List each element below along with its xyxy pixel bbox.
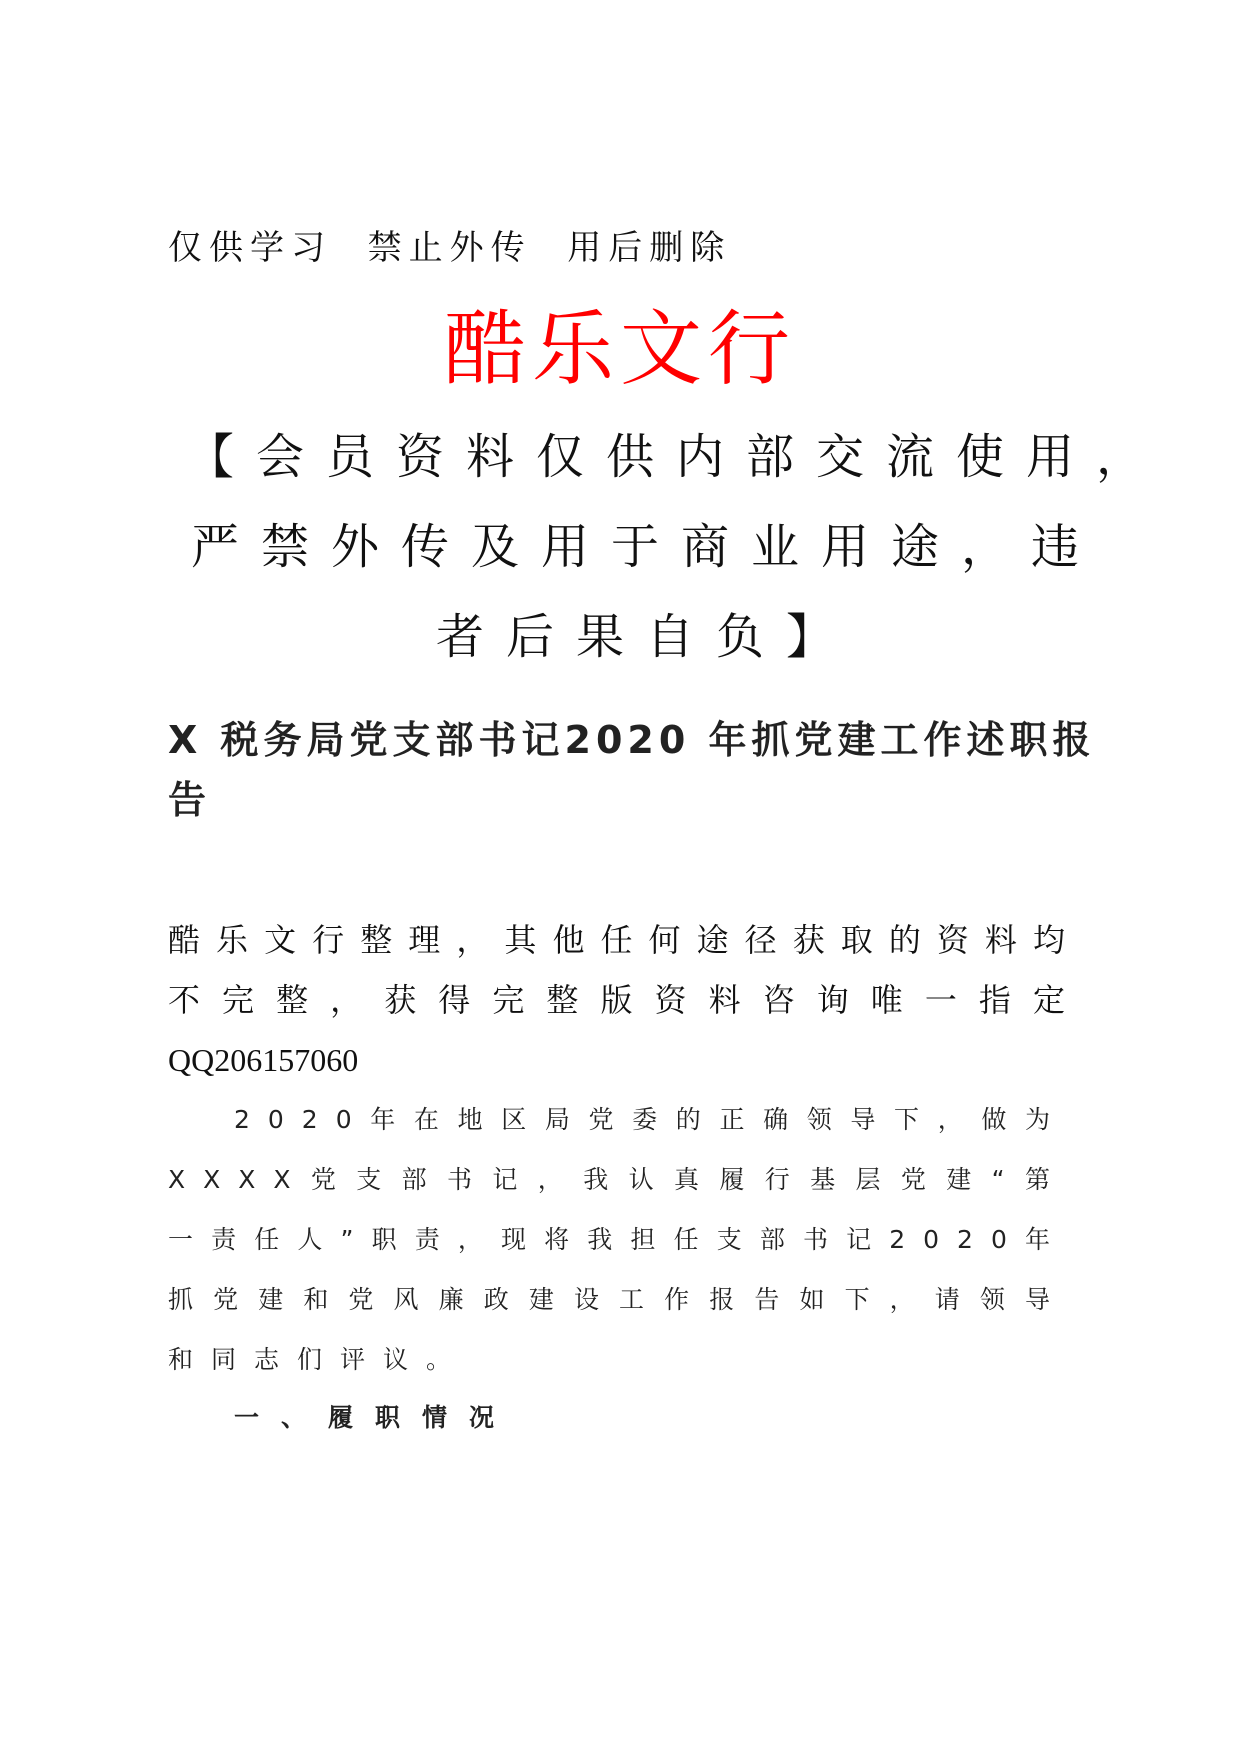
body-paragraph: 2020年在地区局党委的正确领导下，做为XXXX党支部书记，我认真履行基层党建“第一责任人”职责，现将我担任支部书记2020年抓党建和党风廉政建设工作报告如下，请领导和同志们评议。	[168, 1105, 1068, 1374]
warning-line-2: 严禁外传及用于商业用途，违	[190, 519, 1101, 575]
brand-title: 酷乐文行	[443, 302, 796, 397]
intro-text: 酷乐文行整理，其他任何途径获取的资料均不完整，获得完整版资料咨询唯一指定	[168, 921, 1080, 1019]
intro-contact: QQ206157060	[168, 1042, 359, 1078]
warning-line-3: 者后果自负】	[435, 609, 856, 665]
member-warning	[186, 412, 1167, 682]
document-title: X 税务局党支部书记2020 年抓党建工作述职报告	[168, 718, 1096, 822]
intro-paragraph	[168, 910, 1080, 1090]
warning-line-1: 【会员资料仅供内部交流使用，	[186, 429, 1167, 485]
section-heading: 一、履职情况	[234, 1403, 517, 1432]
usage-notice: 仅供学习 禁止外传 用后删除	[168, 228, 732, 268]
